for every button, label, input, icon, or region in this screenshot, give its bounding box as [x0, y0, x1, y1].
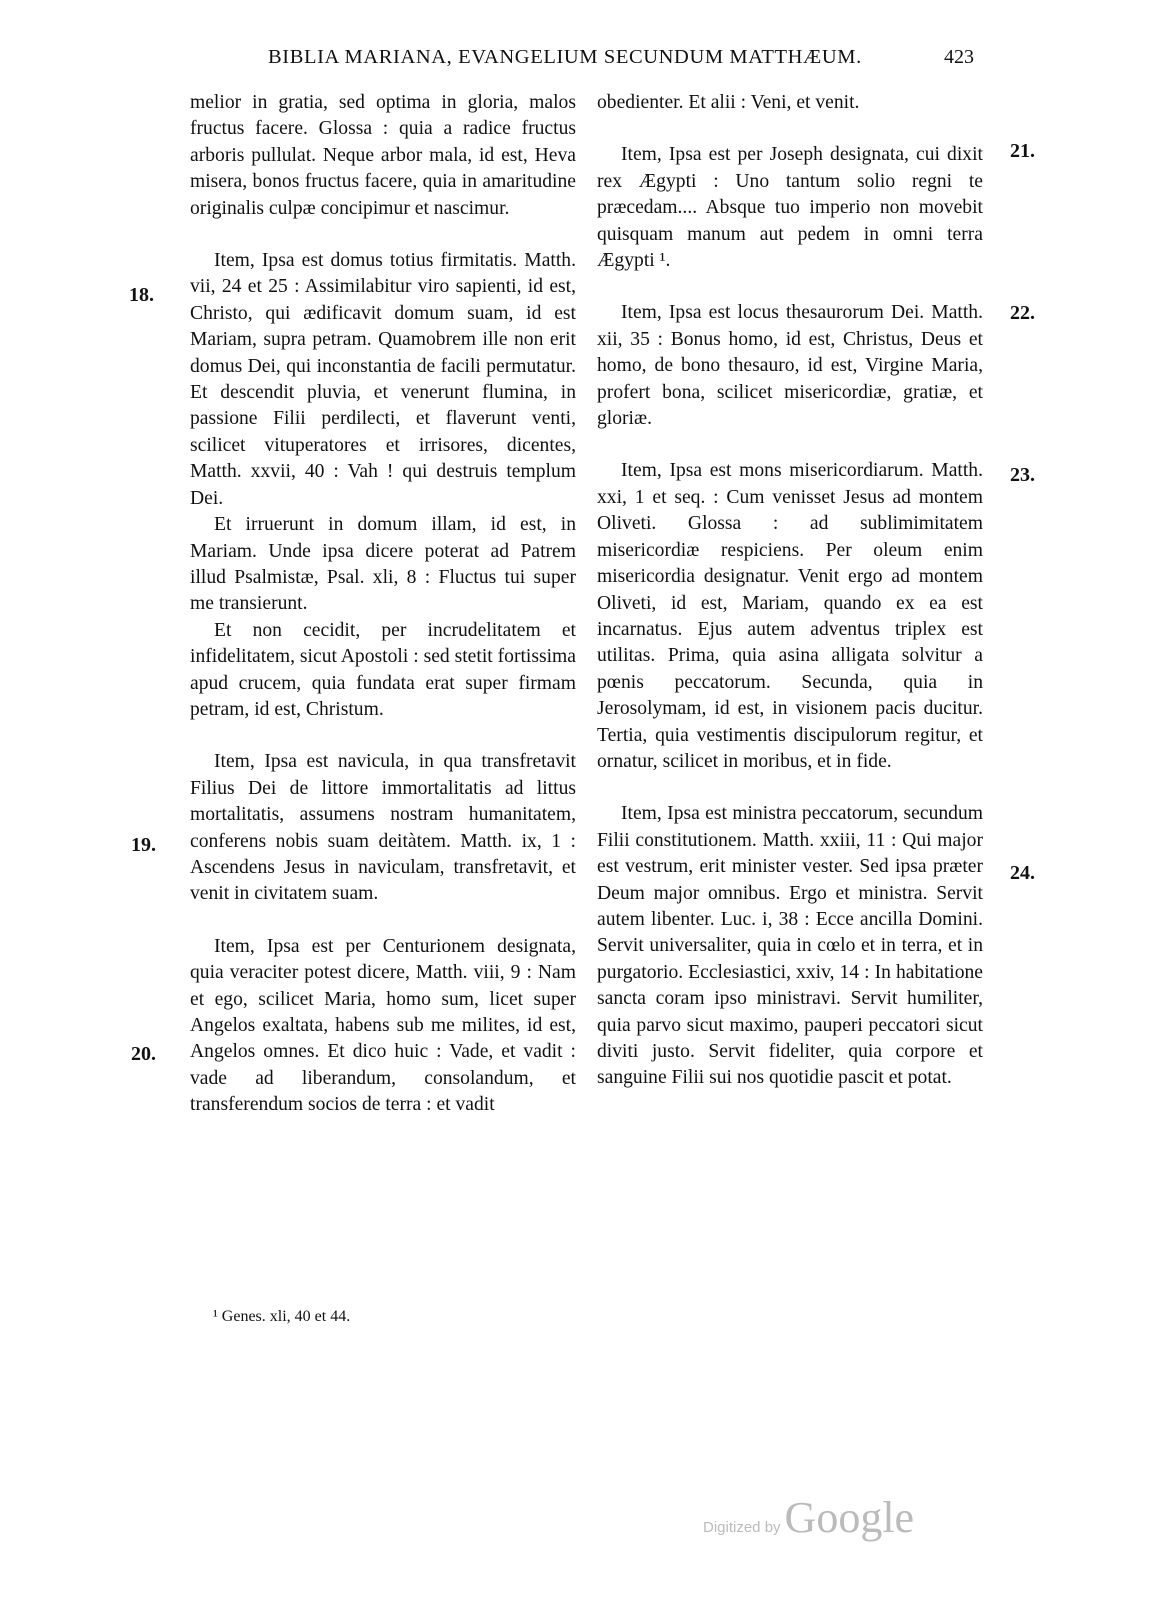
digitized-watermark [703, 1492, 914, 1543]
section-number-23: 23. [1010, 464, 1035, 486]
paragraph-18: Item, Ipsa est domus totius firmitatis. Matth. vii, 24 et 25 : Assimilabitur viro sapienti, id est, Christo, qui ædificavit domum suam, id est Mariam, supra petram. Quamobrem ille non erit domus Dei, qui inconstantia de facili permutatur. Et descendit pluvia, et venerunt flumina, in passione Filii perdilecti, et flaverunt venti, scilicet vituperatores et irrisores, dicentes, Matth. xxvii, 40 : Vah ! qui destruis templum Dei. [190, 250, 576, 509]
paragraph-24: Item, Ipsa est ministra peccatorum, secundum Filii constitutionem. Matth. xxiii, 11 : Qui major est vestrum, erit minister vester. Sed ipsa præter Deum major omnibus. Ergo et ministra. Servit autem libenter. Luc. i, 38 : Ecce ancilla Domini. Servit universaliter, quia in cœlo et in terra, et in purgatorio. Ecclesiastici, xxiv, 14 : In habitatione sancta coram ipso ministravi. Servit humiliter, quia parvo sicut maximo, pauperi peccatori sicut diviti justo. Servit fideliter, quia corpore et sanguine Filii sui nos quotidie pascit et potat. [597, 803, 983, 1089]
section-number-21: 21. [1010, 140, 1035, 162]
left-column [190, 90, 576, 1119]
section-number-22: 22. [1010, 302, 1035, 324]
page-number: 423 [944, 46, 974, 68]
section-number-20: 20. [131, 1043, 156, 1065]
paragraph-continuation-right: obedienter. Et alii : Veni, et venit. [597, 92, 860, 113]
right-column [597, 90, 983, 1092]
section-number-24: 24. [1010, 862, 1035, 884]
section-number-18: 18. [129, 284, 154, 306]
paragraph-23: Item, Ipsa est mons misericordiarum. Matth. xxi, 1 et seq. : Cum venisset Jesus ad montem Oliveti. Glossa : ad sublimimitatem misericordiæ respiciens. Per oleum enim misericordia designatur. Venit ergo ad montem Oliveti, id est, Mariam, quando ex ea est incarnatus. Ejus autem adventus triplex est utilitas. Prima, quia asina alligata solvitur a pœnis peccatorum. Secunda, quia in Jerosolymam, id est, in visionem pacis ducitur. Tertia, quia vestimentis discipulorum regitur, et ornatur, scilicet in moribus, et in fide. [597, 460, 983, 772]
footnote: ¹ Genes. xli, 40 et 44. [213, 1308, 351, 1325]
paragraph-18-c: Et non cecidit, per incrudelitatem et infidelitatem, sicut Apostoli : sed stetit fortissima apud crucem, quia fundata erat super firmam petram, id est, Christum. [190, 619, 576, 720]
paragraph-20: Item, Ipsa est per Centurionem designata, quia veraciter potest dicere, Matth. viii, 9 : Nam et ego, scilicet Maria, homo sum, licet super Angelos exaltata, habens sub me milites, id est, Angelos omnes. Et dico huic : Vade, et vadit : vade ad liberandum, consolandum, et transferendum socios de terra : et vadit [190, 935, 576, 1116]
running-title: BIBLIA MARIANA, EVANGELIUM SECUNDUM MATTHÆUM. [268, 46, 862, 68]
watermark-prefix: Digitized by [703, 1519, 781, 1536]
paragraph-19: Item, Ipsa est navicula, in qua transfretavit Filius Dei de littore immortalitatis ad littus mortalitatis, assumens nostram humanitatem, conferens nobis suam deitàtem. Matth. ix, 1 : Ascendens Jesus in naviculam, transfretavit, et venit in civitatem suam. [190, 751, 576, 905]
paragraph-continuation-left: melior in gratia, sed optima in gloria, malos fructus facere. Glossa : quia a radice fructus arboris pullulat. Neque arbor mala, id est, Heva misera, bonos fructus facere, quia in amaritudine originalis culpæ concipimur et nascimur. [190, 92, 576, 219]
section-number-19: 19. [131, 834, 156, 856]
paragraph-18-b: Et irruerunt in domum illam, id est, in Mariam. Unde ipsa dicere poterat ad Patrem illud Psalmistæ, Psal. xli, 8 : Fluctus tui super me transierunt. [190, 514, 576, 615]
paragraph-22: Item, Ipsa est locus thesaurorum Dei. Matth. xii, 35 : Bonus homo, id est, Christus, Deus et homo, de bono thesauro, id est, Virgine Maria, profert bona, scilicet misericordiæ, gratiæ, et gloriæ. [597, 302, 983, 430]
watermark-brand: Google [784, 1493, 915, 1542]
paragraph-21: Item, Ipsa est per Joseph designata, cui dixit rex Ægypti : Uno tantum solio regni te præcedam.... Absque tuo imperio non movebit quisquam manum aut pedem in omni terra Ægypti ¹. [597, 144, 983, 272]
